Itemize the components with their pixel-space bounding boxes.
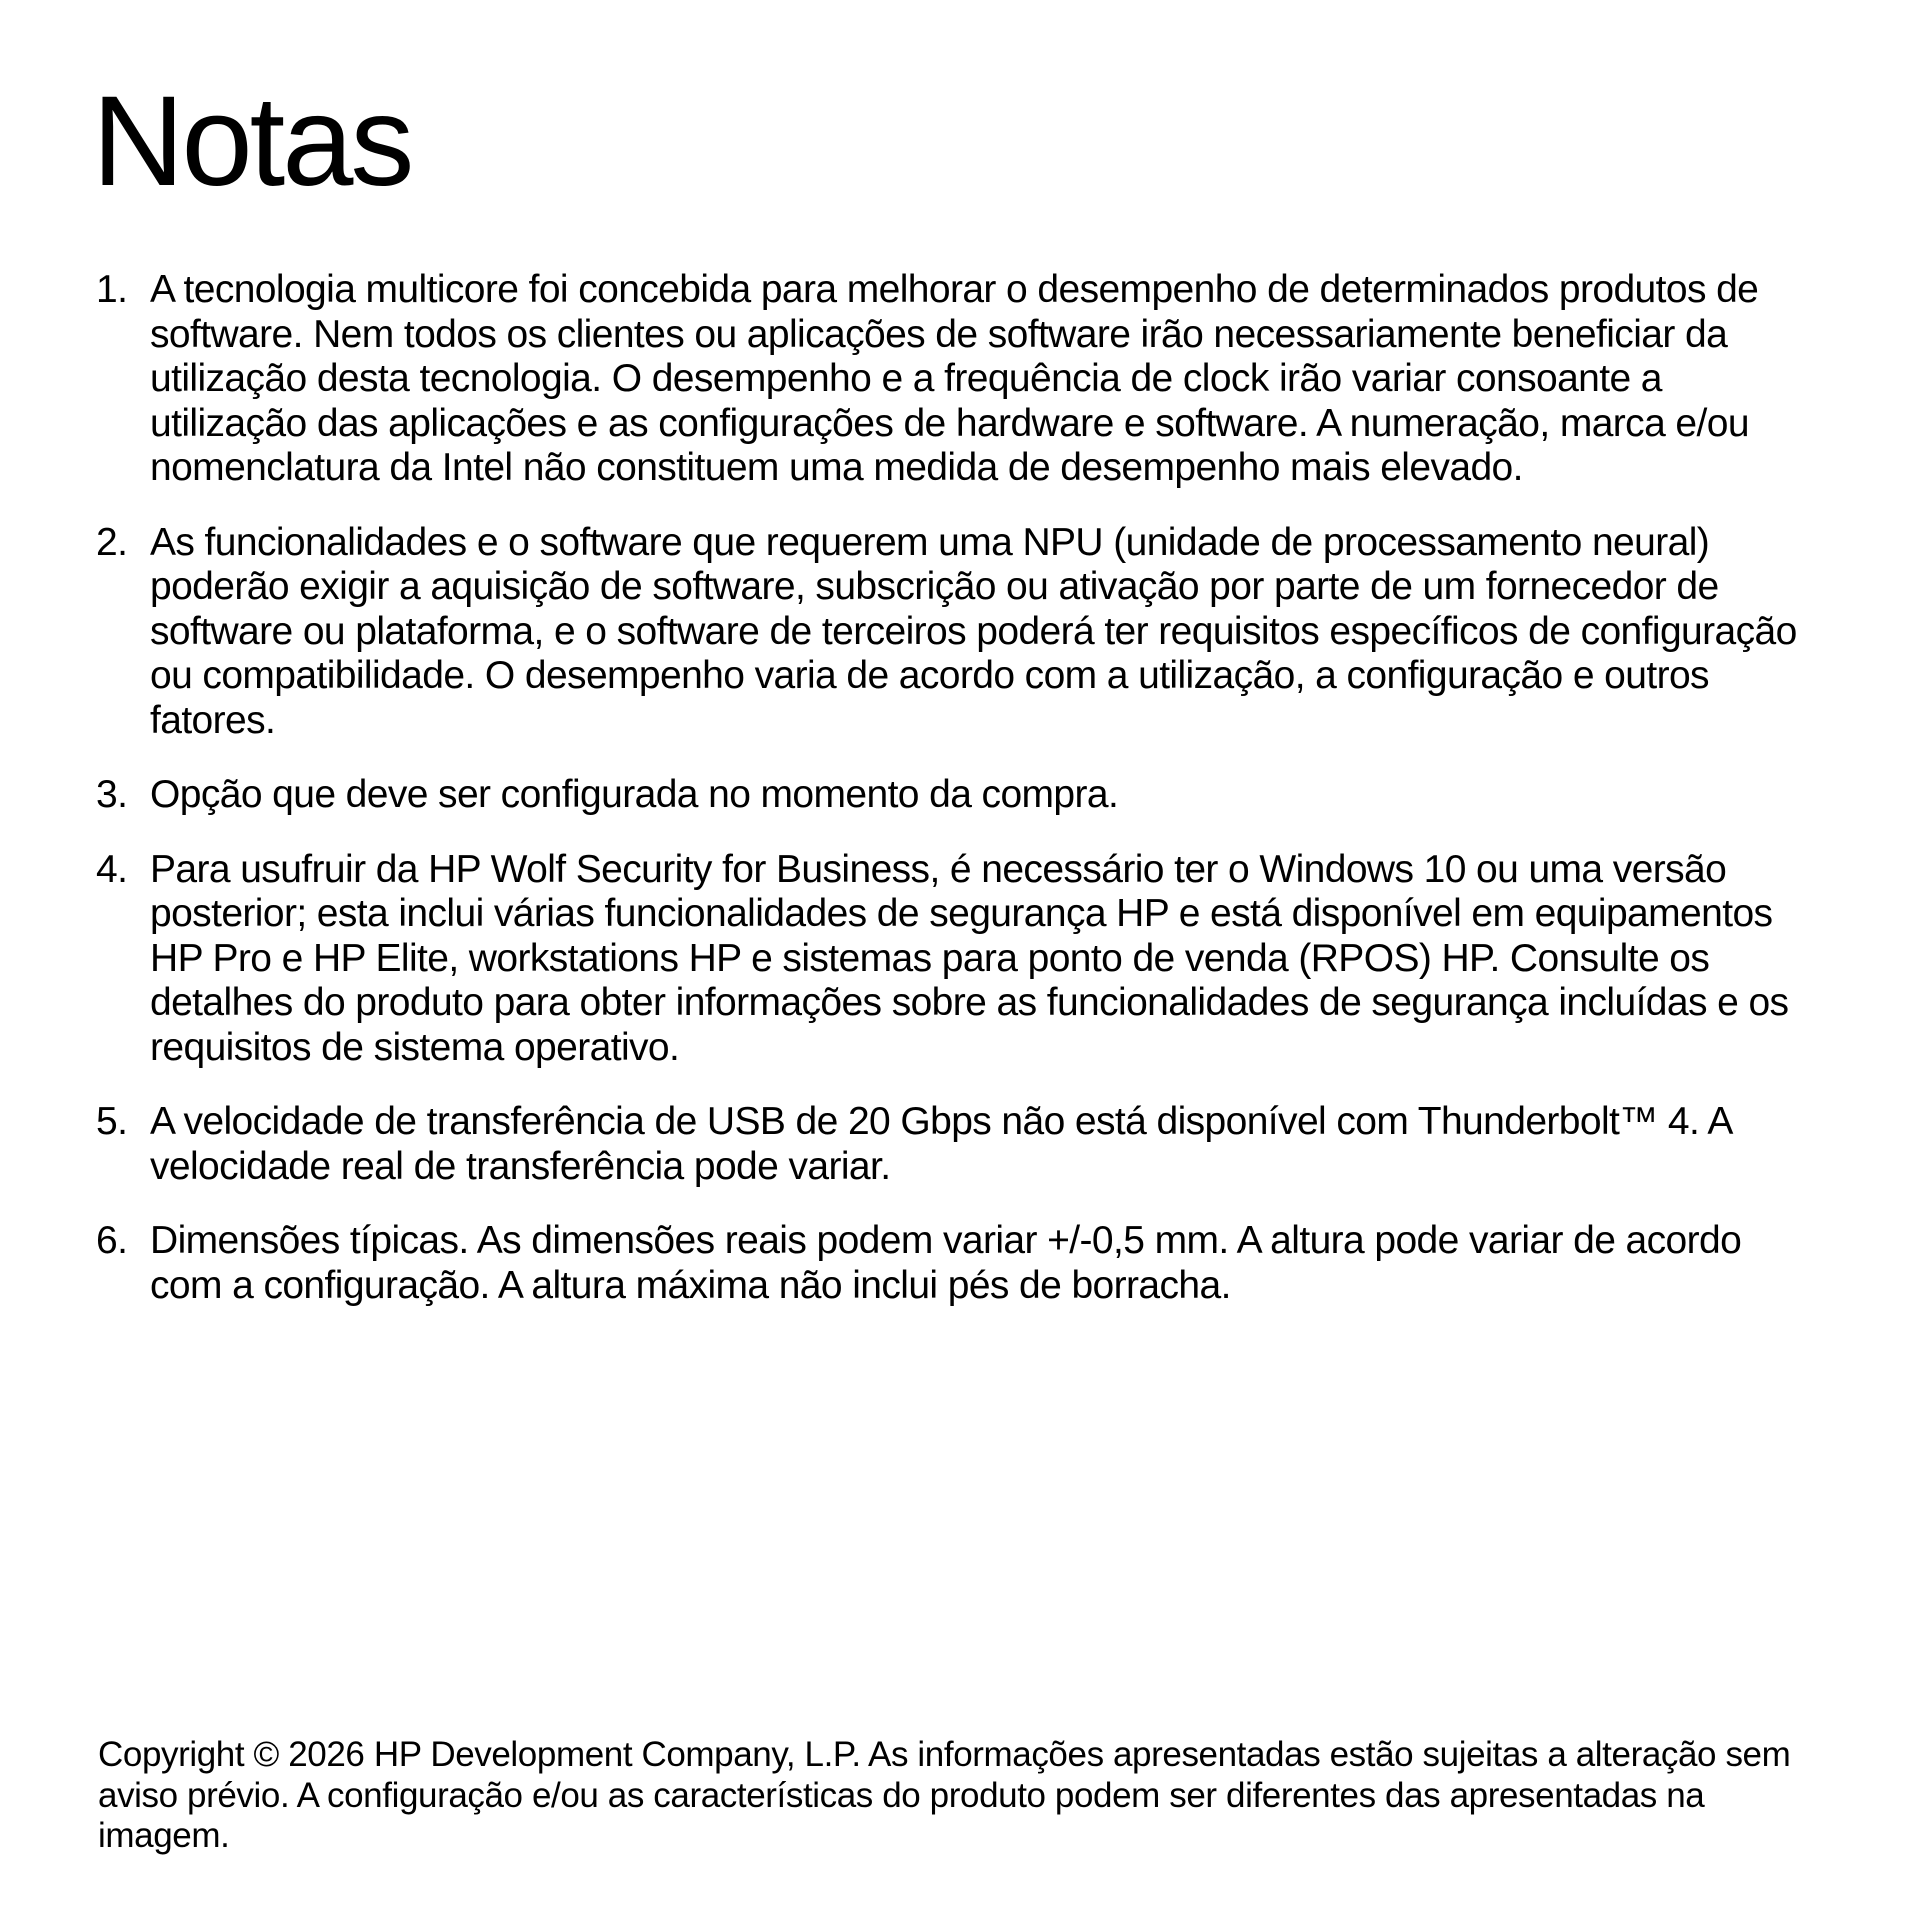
note-number: 6.: [96, 1219, 128, 1262]
note-number: 2.: [96, 520, 128, 564]
note-text: Para usufruir da HP Wolf Security for Business, é necessário ter o Windows 10 ou uma versão posterior; esta inclui várias funcionalidades de segurança HP e está disponível em equipamentos HP Pro e HP Elite, workstations HP e sistemas para ponto de venda (RPOS) HP. Consulte os detalhes do produto para obter informações sobre as funcionalidades de segurança incluídas e os requisitos de sistema operativo.: [150, 847, 1789, 1069]
note-item-4: [96, 848, 1816, 1071]
note-text: Opção que deve ser configurada no momento da compra.: [150, 773, 1119, 816]
note-text: As funcionalidades e o software que requerem uma NPU (unidade de processamento neural) poderão exigir a aquisição de software, subscrição ou ativação por parte de um fornecedor de software ou plataforma, e o software de terceiros poderá ter requisitos específicos de configuração ou compatibilidade. O desempenho varia de acordo com a utilização, a configuração e outros fatores.: [150, 520, 1797, 742]
note-item-6: [96, 1219, 1816, 1308]
note-number: 3.: [96, 773, 128, 816]
page-title: Notas: [92, 70, 412, 213]
note-text: A tecnologia multicore foi concebida para melhorar o desempenho de determinados produtos de software. Nem todos os clientes ou aplicações de software irão necessariamente beneficiar da utilização desta tecnologia. O desempenho e a frequência de clock irão variar consoante a utilização das aplicações e as configurações de hardware e software. A numeração, marca e/ou nomenclatura da Intel não constituem uma medida de desempenho mais elevado.: [150, 268, 1759, 489]
note-number: 1.: [96, 268, 128, 311]
note-item-2: [96, 521, 1816, 744]
note-item-3: [96, 773, 1816, 818]
note-number: 4.: [96, 847, 128, 891]
note-number: 5.: [96, 1100, 128, 1143]
copyright-footer: Copyright © 2026 HP Development Company, L.P. As informações apresentadas estão sujeitas a alteração sem aviso prévio. A configuração e/ou as características do produto podem ser diferentes das apresentadas na imagem.: [98, 1735, 1791, 1855]
note-item-1: [96, 268, 1816, 491]
note-text: Dimensões típicas. As dimensões reais podem variar +/-0,5 mm. A altura pode variar de acordo com a configuração. A altura máxima não inclui pés de borracha.: [150, 1219, 1742, 1307]
notes-list: [96, 268, 1816, 1338]
note-text: A velocidade de transferência de USB de 20 Gbps não está disponível com Thunderbolt™ 4. A velocidade real de transferência pode variar.: [150, 1100, 1731, 1188]
note-item-5: [96, 1100, 1816, 1189]
